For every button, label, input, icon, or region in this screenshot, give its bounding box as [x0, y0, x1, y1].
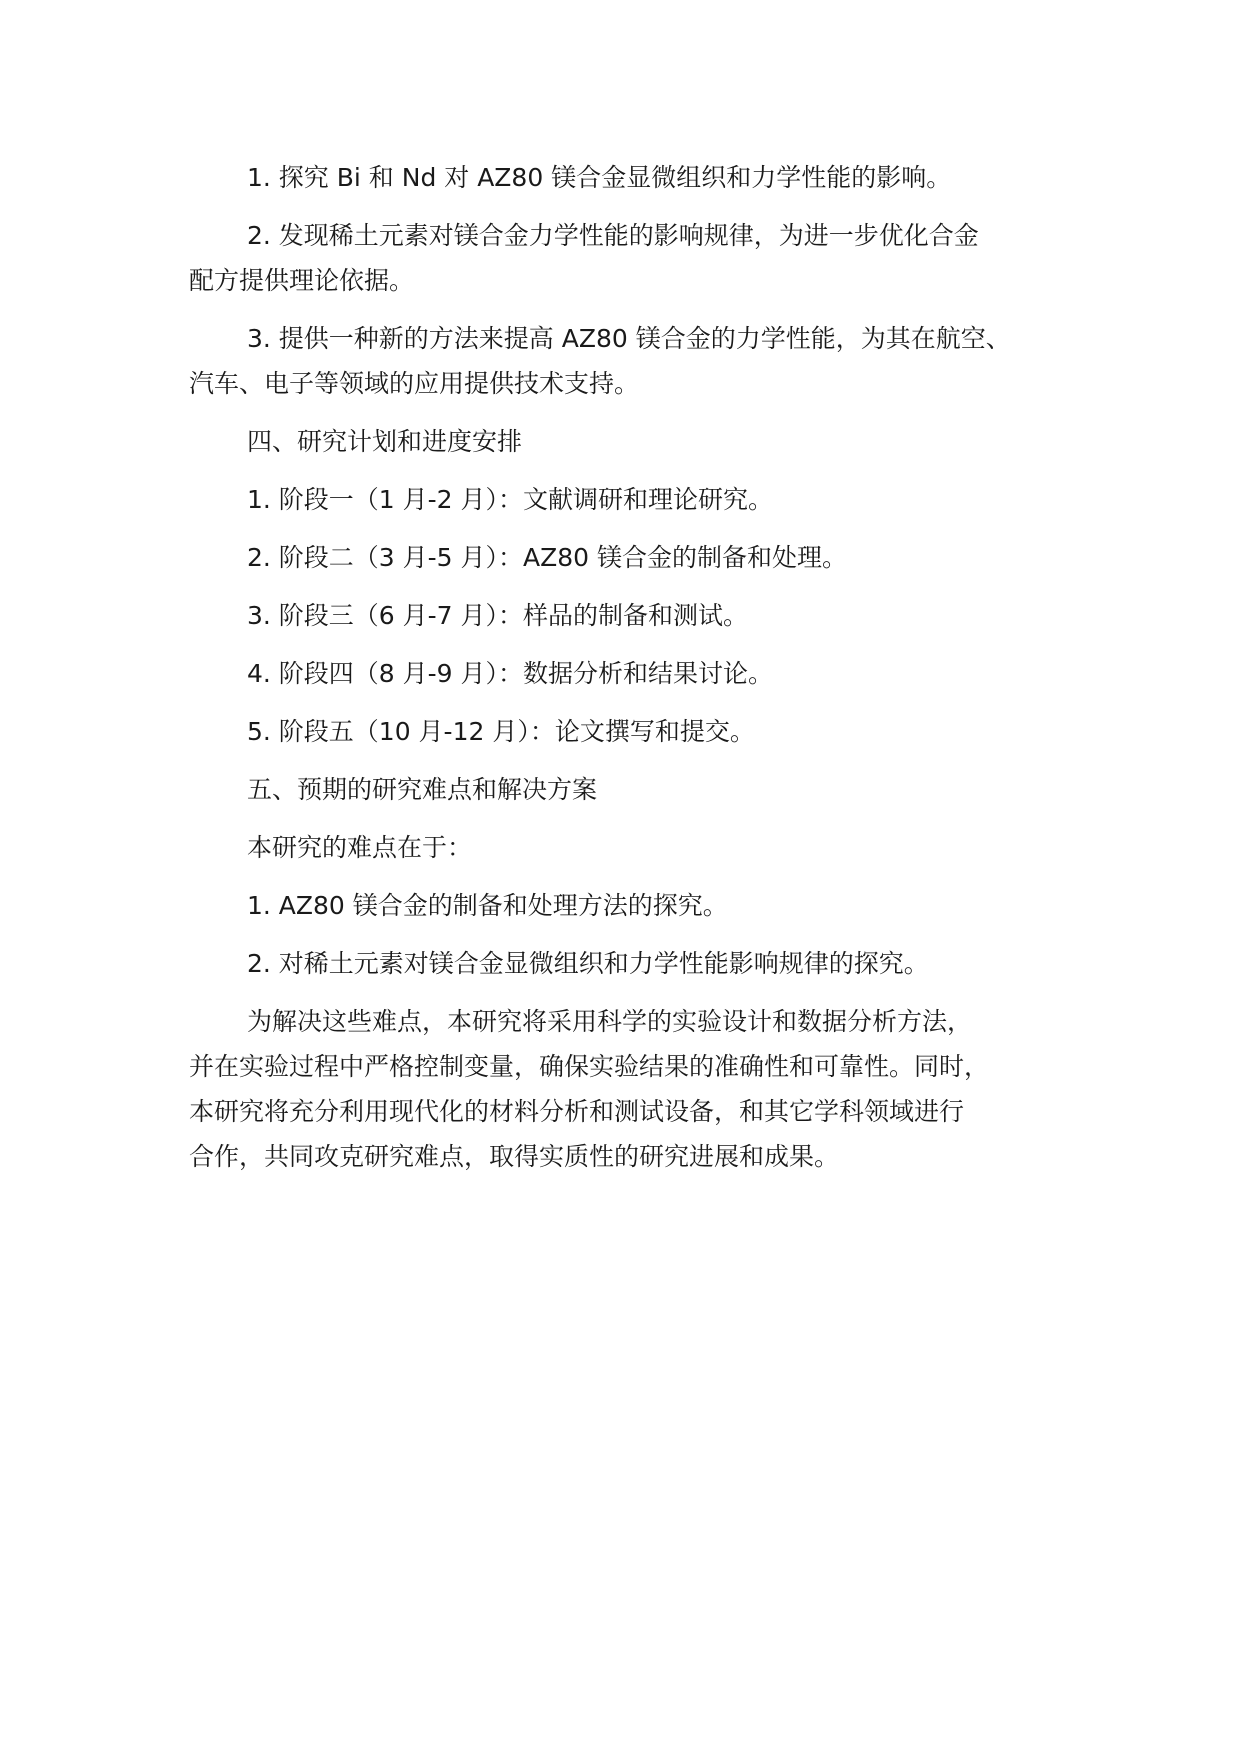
text-line: 本研究的难点在于： — [247, 833, 473, 862]
list-item-difficulty-1 — [189, 883, 1079, 928]
text-line: 4. 阶段四（8 月-9 月）：数据分析和结果讨论。 — [247, 659, 774, 688]
list-item-stage-5 — [189, 709, 1079, 754]
list-item-difficulty-2 — [189, 941, 1079, 986]
text-line: 1. 阶段一（1 月-2 月）：文献调研和理论研究。 — [247, 485, 774, 514]
paragraph-solution — [189, 999, 1079, 1179]
paragraph-difficulties-intro — [189, 825, 1079, 870]
text-line: 合作，共同攻克研究难点，取得实质性的研究进展和成果。 — [189, 1142, 840, 1171]
text-line: 3. 阶段三（6 月-7 月）：样品的制备和测试。 — [247, 601, 749, 630]
list-item-stage-1 — [189, 477, 1079, 522]
text-line: 汽车、电子等领域的应用提供技术支持。 — [189, 369, 640, 398]
list-item-stage-3 — [189, 593, 1079, 638]
document-body — [189, 155, 1079, 1179]
paragraph-objective-3 — [189, 316, 1079, 406]
list-item-stage-4 — [189, 651, 1079, 696]
text-line: 为解决这些难点，本研究将采用科学的实验设计和数据分析方法， — [247, 1007, 973, 1036]
text-line: 四、研究计划和进度安排 — [247, 427, 523, 456]
section-heading-plan — [189, 419, 1079, 464]
text-line: 2. 发现稀土元素对镁合金力学性能的影响规律，为进一步优化合金 — [247, 221, 979, 250]
text-line: 1. 探究 Bi 和 Nd 对 AZ80 镁合金显微组织和力学性能的影响。 — [247, 163, 952, 192]
text-line: 1. AZ80 镁合金的制备和处理方法的探究。 — [247, 891, 728, 920]
text-line: 2. 阶段二（3 月-5 月）：AZ80 镁合金的制备和处理。 — [247, 543, 848, 572]
section-heading-difficulties — [189, 767, 1079, 812]
text-line: 五、预期的研究难点和解决方案 — [247, 775, 598, 804]
text-line: 并在实验过程中严格控制变量，确保实验结果的准确性和可靠性。同时， — [189, 1052, 990, 1081]
text-line: 5. 阶段五（10 月-12 月）：论文撰写和提交。 — [247, 717, 755, 746]
text-line: 3. 提供一种新的方法来提高 AZ80 镁合金的力学性能，为其在航空、 — [247, 324, 1011, 353]
text-line: 2. 对稀土元素对镁合金显微组织和力学性能影响规律的探究。 — [247, 949, 929, 978]
paragraph-objective-2 — [189, 213, 1079, 303]
text-line: 本研究将充分利用现代化的材料分析和测试设备，和其它学科领域进行 — [189, 1097, 965, 1126]
list-item-stage-2 — [189, 535, 1079, 580]
text-line: 配方提供理论依据。 — [189, 266, 415, 295]
paragraph-objective-1 — [189, 155, 1079, 200]
